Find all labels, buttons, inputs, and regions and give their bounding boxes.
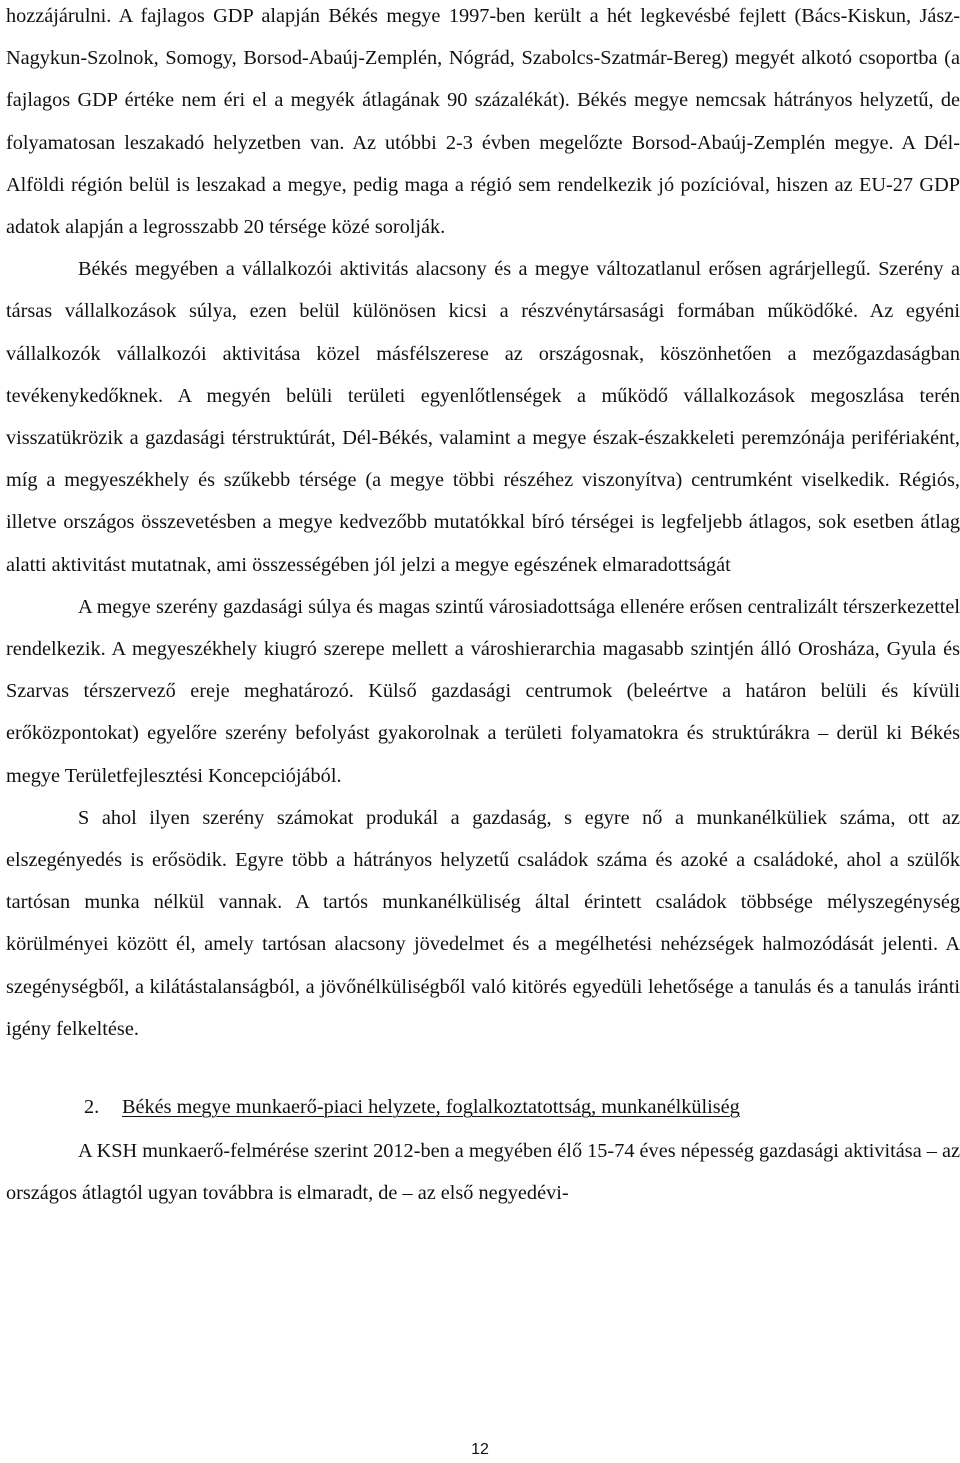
- section-title: Békés megye munkaerő-piaci helyzete, foglalkoztatottság, munkanélküliség: [122, 1096, 740, 1119]
- page-number: 12: [471, 1441, 489, 1458]
- document-page: [6, 0, 960, 1215]
- paragraph-gdp-ranking: hozzájárulni. A fajlagos GDP alapján Békés megye 1997-ben került a hét legkevésbé fejlett (Bács-Kiskun, Jász-Nagykun-Szolnok, Somogy, Borsod-Abaúj-Zemplén, Nógrád, Szabolcs-Szatmár-Bereg) megyét alkotó csoportba (a fajlagos GDP értéke nem éri el a megyék átlagának 90 százalékát). Békés megye nemcsak hátrányos helyzetű, de folyamatosan leszakadó helyzetben van. Az utóbbi 2-3 évben megelőzte Borsod-Abaúj-Zemplén megye. A Dél-Alföldi régión belül is leszakad a megye, pedig maga a régió sem rendelkezik jó pozícióval, hiszen az EU-27 GDP adatok alapján a legrosszabb 20 térsége közé sorolják.: [6, 5, 960, 239]
- paragraph-spatial-structure: A megye szerény gazdasági súlya és magas szintű városiadottsága ellenére erősen centralizált térszerkezettel rendelkezik. A megyeszékhely kiugró szerepe mellett a városhierarchia magasabb szintjén álló Orosháza, Gyula és Szarvas térszervező ereje meghatározó. Külső gazdasági centrumok (beleértve a határon belüli és kívüli erőközpontokat) egyelőre szerény befolyást gyakorolnak a területi folyamatokra és struktúrákra – derül ki Békés megye Területfejlesztési Koncepciójából.: [6, 595, 960, 787]
- paragraph-labour-survey: A KSH munkaerő-felmérése szerint 2012-ben a megyében élő 15-74 éves népesség gazdasági aktivitása – az országos átlagtól ugyan továbbra is elmaradt, de – az első negyedévi-: [6, 1140, 960, 1205]
- paragraph-entrepreneurial-activity: Békés megyében a vállalkozói aktivitás alacsony és a megye változatlanul erősen agrárjellegű. Szerény a társas vállalkozások súlya, ezen belül különösen kicsi a részvénytársasági formában működőké. Az egyéni vállalkozók vállalkozói aktivitása közel másfélszerese az országosnak, köszönhetően a mezőgazdaságban tevékenykedőknek. A megyén belüli területi egyenlőtlenségek a működő vállalkozások megoszlása terén visszatükrözik a gazdasági térstruktúrát, Dél-Békés, valamint a megye észak-északkeleti peremzónája perifériaként, míg a megyeszékhely és szűkebb térsége (a megye többi részéhez viszonyítva) centrumként viselkedik. Régiós, illetve országos összevetésben a megye kedvezőbb mutatókkal bíró térségei is legfeljebb átlagos, sok esetben átlag alatti aktivitást mutatnak, ami összességében jól jelzi a megye egészének elmaradottságát: [6, 258, 960, 576]
- paragraph-poverty: S ahol ilyen szerény számokat produkál a gazdaság, s egyre nő a munkanélküliek száma, ott az elszegényedés is erősödik. Egyre több a hátrányos helyzetű családok száma és azoké a családoké, ahol a szülők tartósan munka nélkül vannak. A tartós munkanélküliség által érintett családok többsége mélyszegénység körülményei között él, amely tartósan alacsony jövedelmet és a megélhetési nehézségek halmozódását jelenti. A szegénységből, a kilátástalanságból, a jövőnélküliségből való kitörés egyedüli lehetősége a tanulás és a tanulás iránti igény felkeltése.: [6, 806, 960, 1040]
- section-number: 2.: [84, 1096, 100, 1119]
- section-heading: [6, 1086, 960, 1128]
